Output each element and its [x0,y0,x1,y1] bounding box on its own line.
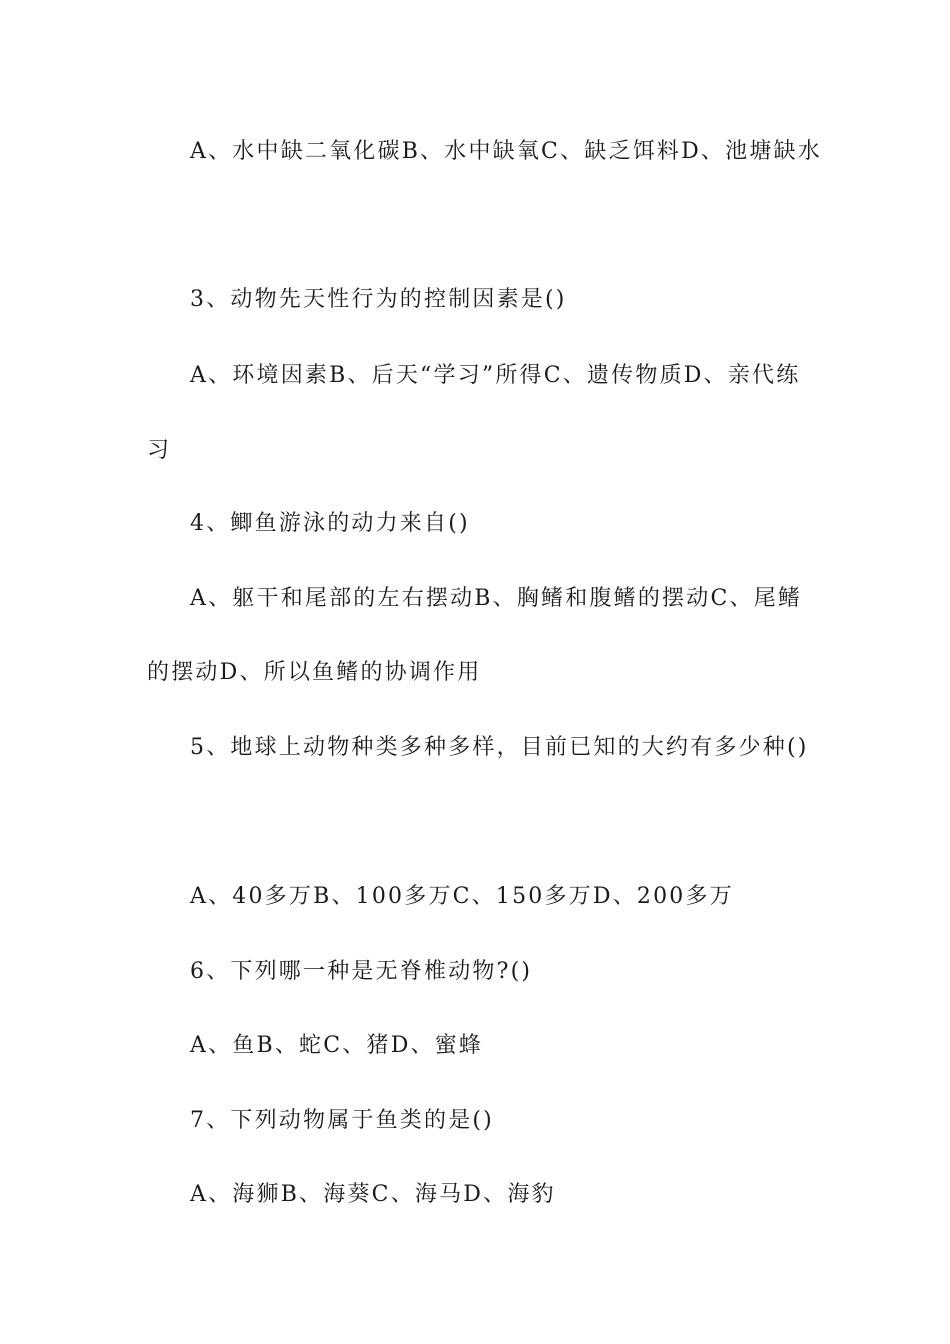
q5-question: 5、地球上动物种类多种多样，目前已知的大约有多少种() [190,735,809,760]
q6-options: A、鱼B、蛇C、猪D、蜜蜂 [190,1033,484,1058]
q5-options: A、40多万B、100多万C、150多万D、200多万 [190,884,734,909]
q4-options: A、躯干和尾部的左右摆动B、胸鳍和腹鳍的摆动C、尾鳍 [190,586,803,611]
q3-options: A、环境因素B、后天“学习”所得C、遗传物质D、亲代练 [190,363,801,388]
q3-question: 3、动物先天性行为的控制因素是() [190,287,567,312]
q4-question: 4、鲫鱼游泳的动力来自() [190,511,470,536]
q6-question: 6、下列哪一种是无脊椎动物?() [190,959,533,984]
q7-question: 7、下列动物属于鱼类的是() [190,1108,494,1133]
q4-options-continued: 的摆动D、所以鱼鳍的协调作用 [147,660,482,685]
q7-options: A、海狮B、海葵C、海马D、海豹 [190,1182,556,1207]
q2-options: A、水中缺二氧化碳B、水中缺氧C、缺乏饵料D、池塘缺水 [190,139,822,164]
q3-options-continued: 习 [147,438,172,463]
